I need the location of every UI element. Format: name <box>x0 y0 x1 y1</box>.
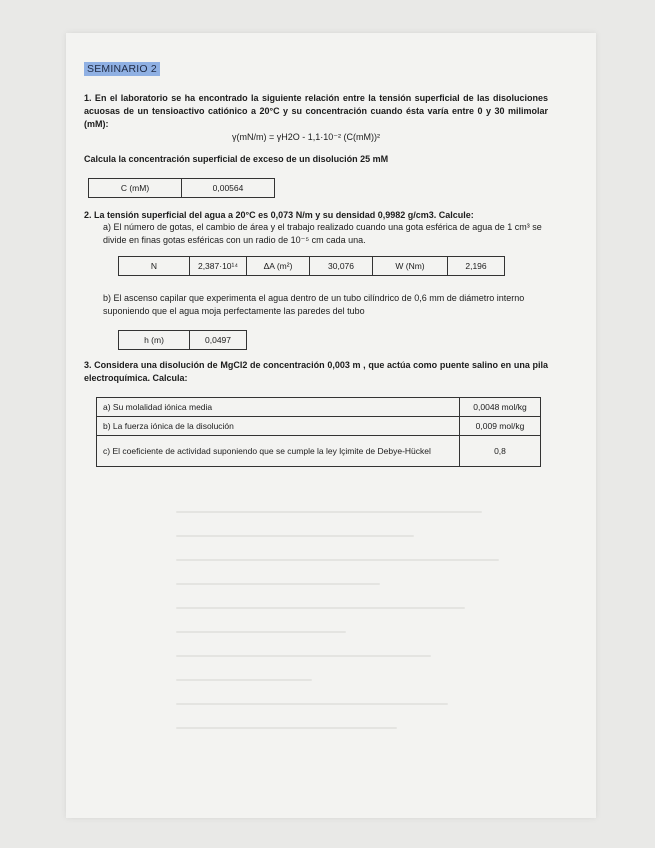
q1-formula: γ(mN/m) = γH2O - 1,1·10⁻² (C(mM))² <box>232 132 380 142</box>
q2-a-text: a) El número de gotas, el cambio de área y el trabajo realizado cuando una gota esférica de agua de 1 cm³ se divide en finas gotas esféricas con un radio de 10⁻⁵ cm cada una. <box>103 222 542 245</box>
q1-ask: Calcula la concentración superficial de exceso de un disolución 25 mM <box>84 154 389 164</box>
q2-n-value: 2,387·10¹⁴ <box>190 257 247 276</box>
q1-value: 0,00564 <box>182 179 275 198</box>
q2-w-label: W (Nm) <box>373 257 448 276</box>
q3-table <box>96 397 541 467</box>
q3-row-b-question: b) La fuerza iónica de la disolución <box>97 417 460 436</box>
q2-area-value: 30,076 <box>310 257 373 276</box>
q3-row-b-answer: 0,009 mol/kg <box>460 417 541 436</box>
q3-row-a-answer: 0,0048 mol/kg <box>460 398 541 417</box>
q2-h-label: h (m) <box>119 331 190 350</box>
q3-row-c-question: c) El coeficiente de actividad suponiendo que se cumple la ley lçimite de Debye-Hückel <box>97 436 460 467</box>
q2-w-value: 2,196 <box>448 257 505 276</box>
q1-statement: 1. En el laboratorio se ha encontrado la siguiente relación entre la tensión superficial de las disoluciones acuosas de un tensioactivo catiónico a 20°C y su concentración cuando ésta varía entre 0 y 30 milimolar (mM): <box>84 93 548 129</box>
q2-n-label: N <box>119 257 190 276</box>
q3-row-c-answer: 0,8 <box>460 436 541 467</box>
q2-b-table <box>118 330 247 350</box>
q3-row-a-question: a) Su molalidad iónica media <box>97 398 460 417</box>
q2-a-table <box>118 256 505 276</box>
q1-table <box>88 178 275 198</box>
page-title: SEMINARIO 2 <box>84 62 160 76</box>
q2-area-label: ΔA (m²) <box>247 257 310 276</box>
q3-statement: 3. Considera una disolución de MgCl2 de concentración 0,003 m , que actúa como puente salino en una pila electroquímica. Calcula: <box>84 360 548 383</box>
q2-statement: 2. La tensión superficial del agua a 20°C es 0,073 N/m y su densidad 0,9982 g/cm3. Calcule: <box>84 210 474 220</box>
q1-label: C (mM) <box>89 179 182 198</box>
bleed-through-handwriting <box>176 511 516 811</box>
q2-h-value: 0,0497 <box>190 331 247 350</box>
q2-b-text: b) El ascenso capilar que experimenta el agua dentro de un tubo cilíndrico de 0,6 mm de diámetro interno suponiendo que el agua moja perfectamente las paredes del tubo <box>103 293 525 316</box>
